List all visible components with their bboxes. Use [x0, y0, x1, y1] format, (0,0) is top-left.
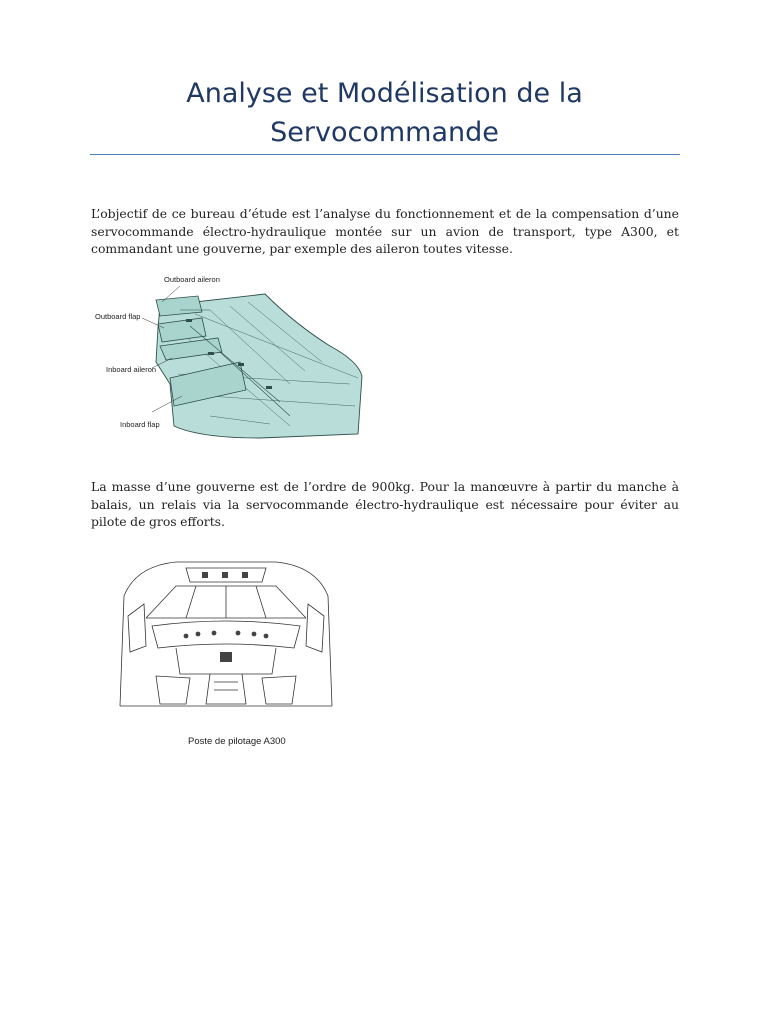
title-divider — [90, 154, 680, 155]
title-line-1: Analyse et Modélisation de la — [186, 78, 583, 109]
page-title — [90, 74, 679, 152]
wing-surface — [156, 294, 362, 438]
label-outboard-aileron: Outboard aileron — [164, 275, 220, 284]
label-inboard-flap: Inboard flap — [120, 420, 160, 429]
cockpit-structure — [120, 562, 332, 706]
cockpit-caption: Poste de pilotage A300 — [188, 736, 286, 747]
intro-paragraph: L’objectif de ce bureau d’étude est l’analyse du fonctionnement et de la compensation d’une servocommande électro-hydraulique montée sur un avion de transport, type A300, et commandant une gouverne, par exemple des aileron toutes vitesse. — [91, 206, 679, 256]
cockpit-illustration — [116, 556, 336, 726]
mass-paragraph: La masse d’une gouverne est de l’ordre de 900kg. Pour la manœuvre à partir du manche à balais, un relais via la servocommande électro-hydraulique est nécessaire pour éviter au pilote de gros efforts. — [91, 479, 679, 529]
wing-diagram — [90, 266, 380, 446]
title-line-2: Servocommande — [270, 117, 499, 148]
outboard-aileron-surface — [156, 296, 202, 316]
label-outboard-flap: Outboard flap — [95, 312, 141, 321]
label-inboard-aileron: Inboard aileron — [106, 365, 157, 374]
